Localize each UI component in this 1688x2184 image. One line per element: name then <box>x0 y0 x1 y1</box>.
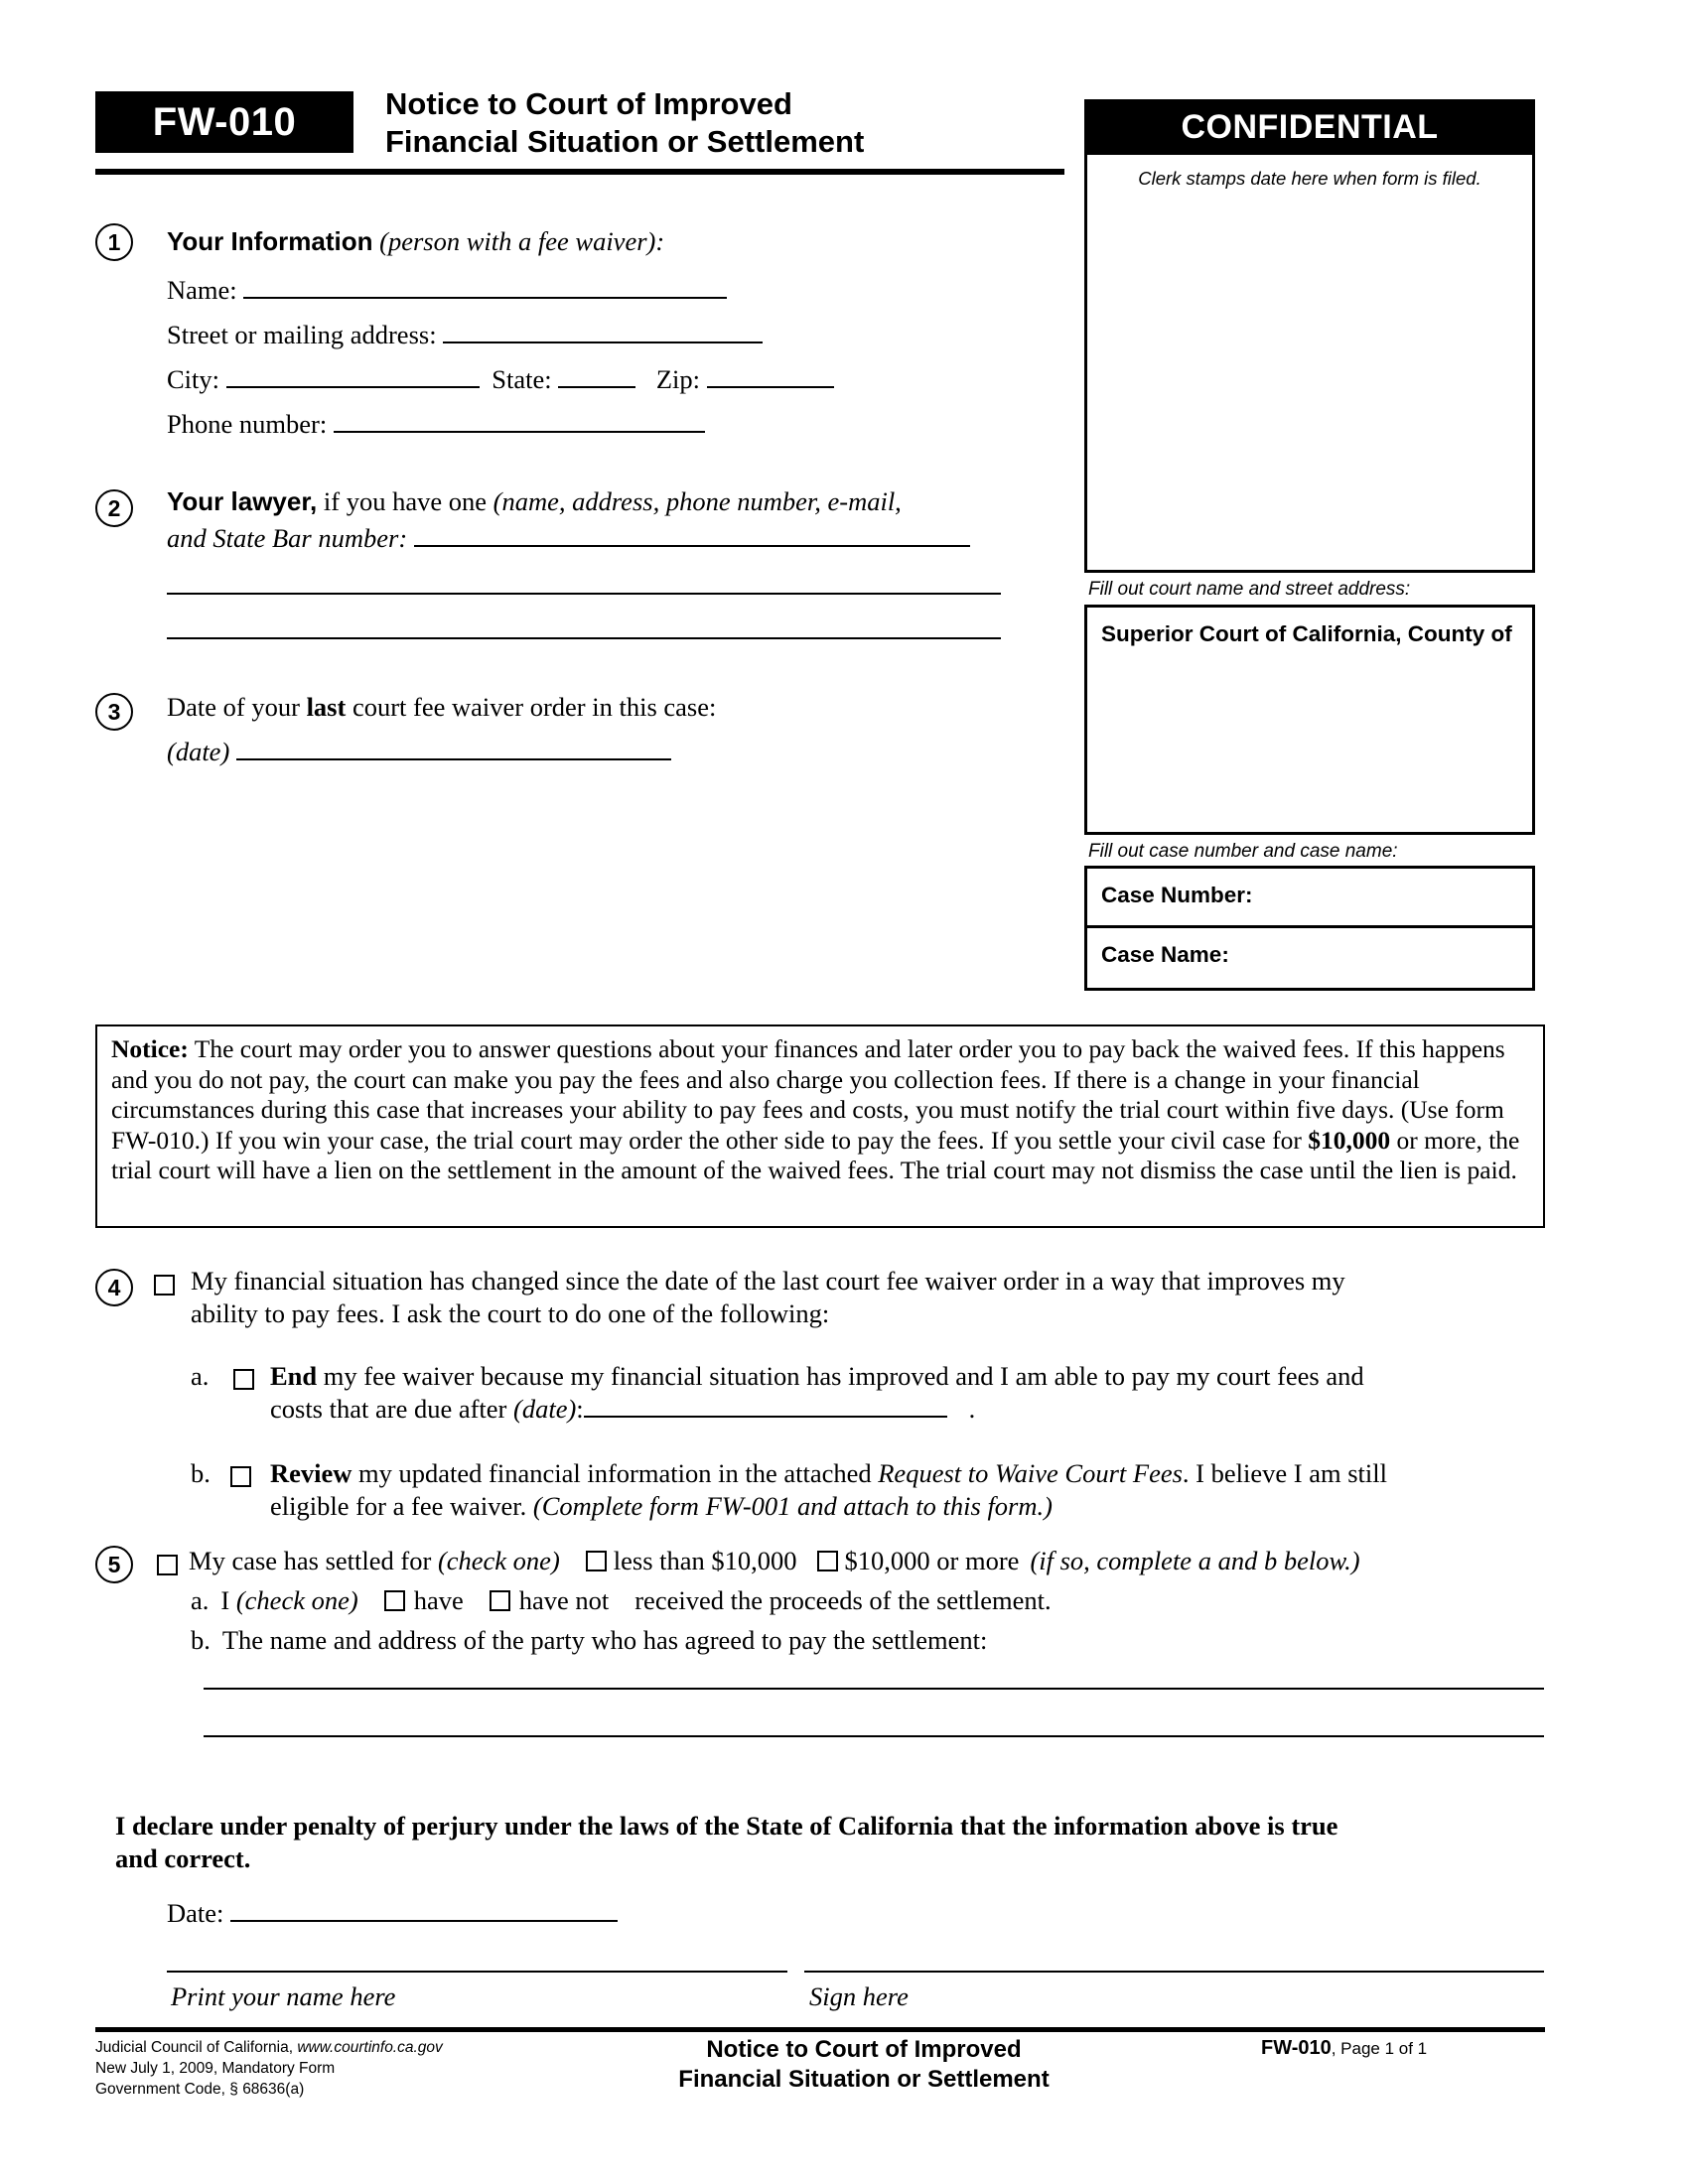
section-1-number: 1 <box>95 223 133 261</box>
section-5-check-one: (check one) <box>437 1546 560 1575</box>
section-2-heading-italic-2: and State Bar number: <box>167 523 408 553</box>
section-5a-have-label: have <box>413 1585 464 1615</box>
footer-website[interactable]: www.courtinfo.ca.gov <box>297 2039 443 2056</box>
footer-title-line-1: Notice to Court of Improved <box>706 2036 1022 2063</box>
section-4b-italic-2: (Complete form FW-001 and attach to this form.) <box>532 1491 1053 1521</box>
section-4a-checkbox[interactable] <box>233 1369 254 1390</box>
section-3-text <box>167 692 716 723</box>
section-4a-bold: End <box>270 1361 318 1391</box>
street-input[interactable] <box>443 320 763 343</box>
phone-field-row <box>167 409 705 440</box>
section-4b-text2: . I believe I am still <box>1182 1458 1387 1488</box>
state-input[interactable] <box>558 364 635 388</box>
city-label: City: <box>167 364 220 394</box>
declaration-line-2: and correct. <box>115 1843 251 1873</box>
section-3-date-label: (date) <box>167 737 230 766</box>
section-3-text-pre: Date of your <box>167 692 307 722</box>
section-5-number: 5 <box>95 1546 133 1583</box>
section-5b-row <box>191 1624 987 1657</box>
zip-input[interactable] <box>707 364 834 388</box>
section-4b-text-line-1 <box>270 1457 1561 1490</box>
street-label: Street or mailing address: <box>167 320 437 349</box>
name-field-row <box>167 275 727 306</box>
page-title-line-1: Notice to Court of Improved <box>385 86 792 121</box>
footer-credit-line-3: Government Code, § 68636(a) <box>95 2081 305 2098</box>
footer-divider <box>95 2027 1545 2032</box>
section-5a-marker: a. <box>191 1585 210 1615</box>
section-4a-text1: my fee waiver because my financial situation has improved and I am able to pay my court fees and <box>317 1361 1364 1391</box>
section-5-trailing-italic: (if so, complete a and b below.) <box>1030 1546 1360 1575</box>
lawyer-bar-input[interactable] <box>414 523 970 547</box>
phone-input[interactable] <box>334 409 705 433</box>
section-5a-have-not-checkbox[interactable] <box>490 1590 510 1611</box>
section-4b-italic-1: Request to Waive Court Fees <box>878 1458 1183 1488</box>
section-4b-text-line-2 <box>270 1490 1561 1523</box>
footer-page-number: , Page 1 of 1 <box>1331 2039 1428 2058</box>
city-input[interactable] <box>226 364 480 388</box>
section-4b-text1: my updated financial information in the attached <box>352 1458 879 1488</box>
section-4-line-1: My financial situation has changed since the date of the last court fee waiver order in a way that improves my <box>191 1266 1345 1296</box>
section-4a-colon: : <box>576 1394 584 1424</box>
section-5a-check-one: (check one) <box>235 1585 358 1615</box>
notice-body-2: or more, the trial court will have a lien on the settlement in the amount of the waived fees. The trial court may not dismiss the case until the lien is paid. <box>111 1125 1520 1184</box>
case-name-box[interactable] <box>1084 928 1535 991</box>
section-2-heading <box>167 486 1001 517</box>
notice-amount: $10,000 <box>1308 1125 1391 1155</box>
section-5a-pre: I <box>220 1585 236 1615</box>
sign-here-hint: Sign here <box>809 1981 909 2011</box>
notice-body-1: The court may order you to answer questions about your finances and later order you to pay back the waived fees. If this happens and you do not pay, the court can make you pay the fees and also charge you collection fees. If there is a change in your financial circumstances during this case that increases your ability to pay fees and costs, you must notify the trial court within five days. (Use form FW-010.) If you win your case, the trial court may order the other side to pay the fees. If you settle your civil case for <box>111 1034 1505 1155</box>
declaration-line-1: I declare under penalty of perjury under the laws of the State of California that the information above is true <box>115 1811 1338 1841</box>
section-2-heading-bold: Your lawyer, <box>167 486 318 516</box>
clerk-stamp-hint: Clerk stamps date here when form is filed. <box>1138 168 1481 189</box>
notice-box <box>95 1024 1545 1228</box>
clerk-stamp-box <box>1084 155 1535 573</box>
form-code-badge: FW-010 <box>95 91 353 153</box>
section-1-heading-italic: (person with a fee waiver): <box>379 226 665 256</box>
last-waiver-date-input[interactable] <box>236 737 671 760</box>
declaration-date-label: Date: <box>167 1898 224 1928</box>
section-5-option-1-label: less than $10,000 <box>613 1546 797 1575</box>
settlement-party-line-1[interactable] <box>204 1688 1544 1690</box>
section-5a-post: received the proceeds of the settlement. <box>634 1585 1052 1615</box>
phone-label: Phone number: <box>167 409 328 439</box>
section-4b-checkbox[interactable] <box>230 1466 251 1487</box>
section-3-date-row <box>167 737 671 767</box>
section-2-heading-rest: if you have one <box>323 486 487 516</box>
section-2-number: 2 <box>95 489 133 527</box>
lawyer-line-2[interactable] <box>167 593 1001 595</box>
section-5-option-1-checkbox[interactable] <box>586 1551 607 1571</box>
notice-text <box>111 1034 1531 1186</box>
state-label: State: <box>492 364 552 394</box>
section-5-option-2-checkbox[interactable] <box>817 1551 838 1571</box>
section-4-checkbox[interactable] <box>154 1275 175 1296</box>
section-4b-text3: eligible for a fee waiver. <box>270 1491 533 1521</box>
section-4a-date-italic: (date) <box>513 1394 577 1424</box>
footer-form-page <box>1261 2037 1549 2060</box>
section-4a-text2: costs that are due after <box>270 1394 514 1424</box>
section-4a-text-line-1 <box>270 1360 1561 1393</box>
court-name-label: Superior Court of California, County of <box>1101 621 1512 646</box>
header-divider <box>95 169 1064 175</box>
street-field-row <box>167 320 763 350</box>
section-3-text-post: court fee waiver order in this case: <box>346 692 717 722</box>
section-4b-bold: Review <box>270 1458 352 1488</box>
confidential-banner: CONFIDENTIAL <box>1084 99 1535 155</box>
footer-council: Judicial Council of California, <box>95 2039 298 2056</box>
case-number-label: Case Number: <box>1101 883 1253 907</box>
section-5a-row <box>191 1584 1052 1617</box>
section-3-number: 3 <box>95 693 133 731</box>
name-label: Name: <box>167 275 237 305</box>
section-4a-period: . <box>968 1394 976 1424</box>
court-address-hint: Fill out court name and street address: <box>1088 579 1411 600</box>
lawyer-line-3[interactable] <box>167 637 1001 639</box>
name-input[interactable] <box>243 275 727 299</box>
section-5-line-1 <box>189 1545 1360 1577</box>
section-5a-have-not-label: have not <box>518 1585 610 1615</box>
footer-credit-line-2: New July 1, 2009, Mandatory Form <box>95 2060 336 2077</box>
footer-title <box>556 2035 1172 2095</box>
footer-credit-line-1 <box>95 2037 612 2058</box>
lawyer-bar-row <box>167 523 970 554</box>
section-4b-marker: b. <box>191 1458 211 1488</box>
case-number-box[interactable] <box>1084 866 1535 928</box>
section-5b-text: The name and address of the party who has agreed to pay the settlement: <box>221 1625 988 1655</box>
section-4-line-2: ability to pay fees. I ask the court to do one of the following: <box>191 1298 830 1328</box>
section-5-checkbox[interactable] <box>157 1555 178 1575</box>
section-4a-date-input[interactable] <box>584 1394 947 1418</box>
print-name-line[interactable] <box>167 1971 787 1973</box>
section-5-option-2-label: $10,000 or more <box>844 1546 1020 1575</box>
court-name-address-box[interactable] <box>1084 605 1535 835</box>
declaration-date-row <box>167 1898 618 1929</box>
case-info-hint: Fill out case number and case name: <box>1088 841 1398 862</box>
city-state-zip-row <box>167 364 834 395</box>
zip-label: Zip: <box>655 364 701 394</box>
footer-credits <box>95 2037 612 2100</box>
page-title <box>385 85 1080 161</box>
section-1-heading <box>167 226 664 257</box>
case-name-label: Case Name: <box>1101 942 1229 967</box>
section-1-heading-bold: Your Information <box>167 226 373 256</box>
declaration-date-input[interactable] <box>230 1898 618 1922</box>
section-4a-marker: a. <box>191 1361 210 1391</box>
section-4-number: 4 <box>95 1269 133 1306</box>
footer-title-line-2: Financial Situation or Settlement <box>678 2066 1050 2093</box>
signature-line[interactable] <box>804 1971 1544 1973</box>
print-name-hint: Print your name here <box>171 1981 396 2011</box>
page-title-line-2: Financial Situation or Settlement <box>385 124 865 159</box>
footer-form-code: FW-010 <box>1261 2037 1332 2059</box>
section-5-lead: My case has settled for <box>189 1546 438 1575</box>
notice-label: Notice: <box>111 1034 189 1063</box>
section-4a-text-line-2 <box>270 1393 975 1426</box>
section-3-text-bold: last <box>306 692 347 722</box>
section-2-heading-italic: (name, address, phone number, e-mail, <box>492 486 902 516</box>
section-5b-marker: b. <box>191 1625 211 1655</box>
settlement-party-line-2[interactable] <box>204 1735 1544 1737</box>
section-5a-have-checkbox[interactable] <box>384 1590 405 1611</box>
